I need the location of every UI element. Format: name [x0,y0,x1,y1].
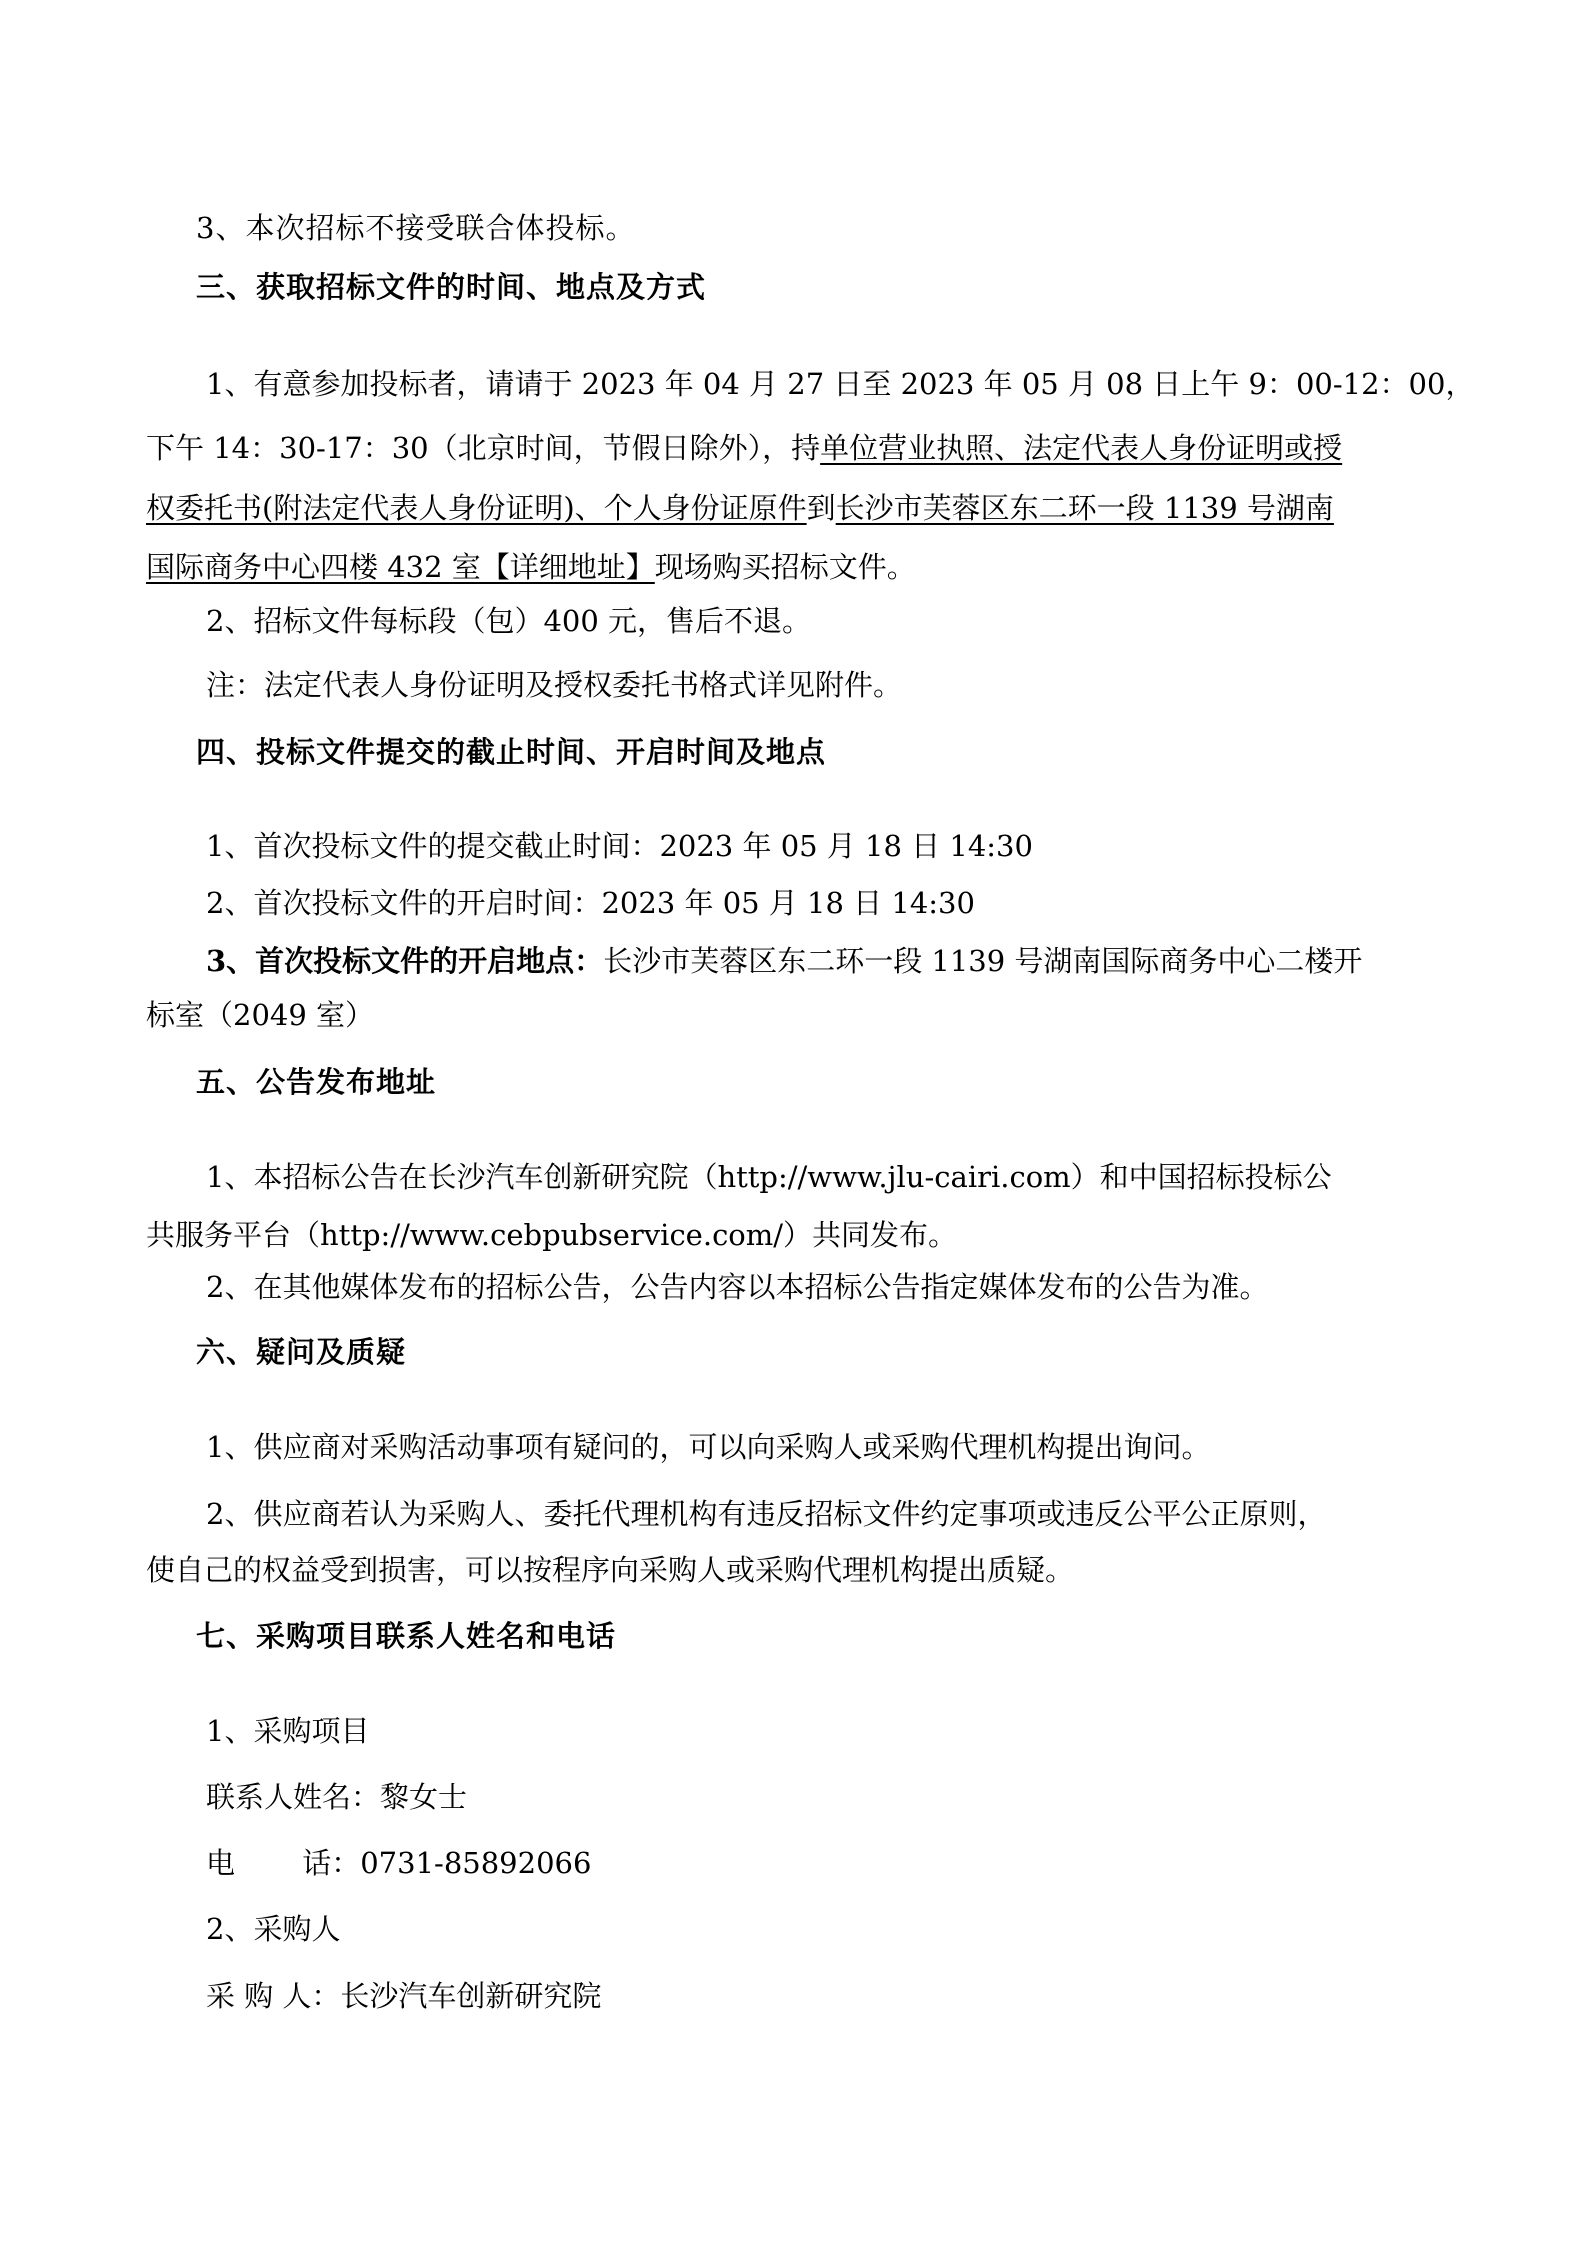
required-documents-cont: 权委托书(附法定代表人身份证明)、个人身份证原件 [146,491,807,525]
section6-item2-line2: 使自己的权益受到损害，可以按程序向采购人或采购代理机构提出质疑。 [146,1553,1075,1587]
section4-item3-line1: 3、首次投标文件的开启地点：长沙市芙蓉区东二环一段 1139 号湖南国际商务中心二楼开 [206,944,1363,978]
section7-item2: 2、采购人 [206,1912,341,1946]
section3-heading: 三、获取招标文件的时间、地点及方式 [196,270,707,304]
section6-item2-line1: 2、供应商若认为采购人、委托代理机构有违反招标文件约定事项或违反公平公正原则， [206,1497,1327,1531]
section6-item1: 1、供应商对采购活动事项有疑问的，可以向采购人或采购代理机构提出询问。 [206,1430,1211,1464]
section5-item1-line2: 共服务平台（http://www.cebpubservice.com/）共同发布。 [146,1218,958,1252]
contact-phone: 电 话：0731-85892066 [206,1846,592,1880]
purchase-address: 长沙市芙蓉区东二环一段 1139 号湖南 [835,491,1334,525]
section6-heading: 六、疑问及质疑 [196,1335,407,1369]
contact-name: 联系人姓名：黎女士 [206,1780,468,1814]
required-documents: 单位营业执照、法定代表人身份证明或授 [820,431,1343,465]
purchase-address-cont: 国际商务中心四楼 432 室【详细地址】 [146,550,655,584]
section3-p1-line1: 1、有意参加投标者，请请于 2023 年 04 月 27 日至 2023 年 05 月 08 日上午 9：00-12：00， [206,367,1475,401]
section4-heading: 四、投标文件提交的截止时间、开启时间及地点 [196,735,827,769]
section3-p1-line2: 下午 14：30-17：30（北京时间，节假日除外），持单位营业执照、法定代表人身份证明或授 [146,431,1343,465]
section5-heading: 五、公告发布地址 [196,1065,437,1099]
section5-item1-line1: 1、本招标公告在长沙汽车创新研究院（http://www.jlu-cairi.com）和中国招标投标公 [206,1160,1332,1194]
section2-item3: 3、本次招标不接受联合体投标。 [196,211,636,245]
section3-p1-line4: 国际商务中心四楼 432 室【详细地址】现场购买招标文件。 [146,550,916,584]
section4-item3-line2: 标室（2049 室） [146,998,375,1032]
section4-item2: 2、首次投标文件的开启时间：2023 年 05 月 18 日 14:30 [206,886,975,920]
section7-heading: 七、采购项目联系人姓名和电话 [196,1619,617,1653]
section3-p1-line3: 权委托书(附法定代表人身份证明)、个人身份证原件到长沙市芙蓉区东二环一段 1139 号湖南 [146,491,1334,525]
section5-item2: 2、在其他媒体发布的招标公告，公告内容以本招标公告指定媒体发布的公告为准。 [206,1270,1269,1304]
section3-note: 注：法定代表人身份证明及授权委托书格式详见附件。 [206,668,903,702]
section3-p2: 2、招标文件每标段（包）400 元，售后不退。 [206,604,812,638]
purchaser-name: 采 购 人：长沙汽车创新研究院 [206,1979,602,2013]
section4-item1: 1、首次投标文件的提交截止时间：2023 年 05 月 18 日 14:30 [206,829,1033,863]
section7-item1: 1、采购项目 [206,1714,370,1748]
